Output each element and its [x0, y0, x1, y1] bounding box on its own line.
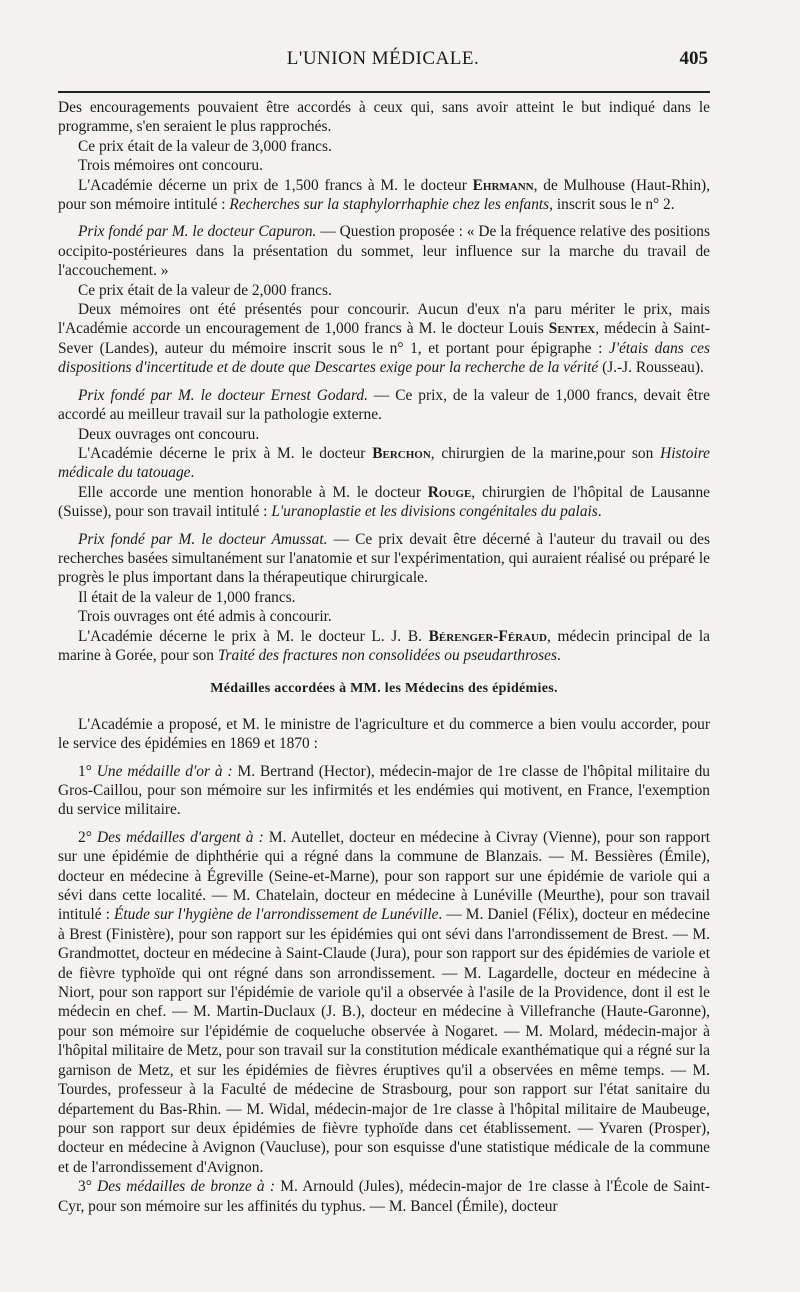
text-run: .: [190, 464, 195, 482]
name-small-caps: Berchon: [372, 444, 431, 462]
text-run: (J.-J. Rousseau).: [598, 359, 704, 377]
text-run: L'Académie décerne un prix de 1,500 francs à M. le docteur: [78, 176, 473, 194]
text-run: Elle accorde une mention honorable à M. le docteur: [78, 483, 428, 501]
paragraph: Trois ouvrages ont été admis à concourir.: [78, 608, 332, 626]
paragraph: Deux ouvrages ont concouru.: [78, 425, 260, 443]
text-run: , de Mulhouse (Haut-Rhin), pour son mémoire intitulé :: [58, 176, 710, 214]
paragraph: [58, 627, 710, 666]
text-run: 2°: [78, 828, 97, 846]
paragraph: [58, 386, 710, 425]
italic-text: Étude sur l'hygiène de l'arrondissement de Lunéville: [114, 906, 439, 924]
italic-text: Des médailles de bronze à :: [97, 1178, 275, 1196]
italic-text: Une médaille d'or à :: [96, 762, 233, 780]
text-run: — Ce prix, de la valeur de 1,000 francs, devait être accordé au meilleur travail sur la pathologie externe.: [58, 386, 710, 424]
paragraph: [58, 300, 710, 378]
text-run: Deux mémoires ont été présentés pour concourir. Aucun d'eux n'a paru mériter le prix, mais l'Académie accorde un encouragement de 1,000 francs à M. le docteur Louis: [58, 301, 710, 338]
header-rule: [58, 91, 710, 93]
paragraph: Il était de la valeur de 1,000 francs.: [78, 588, 296, 606]
body-text: [58, 98, 710, 1216]
running-title: L'UNION MÉDICALE.: [286, 48, 480, 69]
name-small-caps: Bérenger-Féraud: [428, 627, 547, 645]
paragraph: Ce prix était de la valeur de 3,000 francs.: [78, 137, 332, 155]
text-run: — Question proposée : « De la fréquence relative des positions occipito-postérieures dans la présentation du sommet, leur influence sur la marche du travail de l'accouchement. »: [58, 223, 710, 280]
paragraph: [58, 1177, 710, 1216]
paragraph: [58, 176, 710, 215]
italic-text: L'uranoplastie et les divisions congénitales du palais: [271, 503, 598, 521]
text-run: , médecin à Saint-Sever (Landes), auteur du mémoire inscrit sous le n° 1, et portant pour épigraphe :: [58, 320, 710, 357]
text-run: M. Bertrand (Hector), médecin-major de 1re classe de l'hôpital militaire du Gros-Caillou, pour son mémoire sur les infirmités et les endémies qui motivent, en France, l'exemption du service militaire.: [58, 762, 710, 819]
name-small-caps: Rouge: [427, 483, 472, 501]
text-run: .: [557, 646, 561, 664]
name-small-caps: Sentex: [548, 320, 596, 338]
paragraph: [58, 828, 710, 1177]
italic-text: Prix fondé par M. le docteur Capuron.: [78, 223, 317, 241]
paragraph: [58, 530, 710, 588]
paragraph: Ce prix était de la valeur de 2,000 francs.: [78, 281, 332, 299]
text-run: L'Académie décerne le prix à M. le docteur: [78, 444, 373, 462]
text-run: M. Autellet, docteur en médecine à Civray (Vienne), pour son rapport sur une épidémie de diphthérie qui a régné dans la commune de Blanzais. — M. Bessières (Émile), docteur en médecine à Égreville (Seine-et-Marne), pour son rapport sur une épidémie de variole qui a sévi dans cette localité. — M. Chatelain, docteur en médecine à Lunéville (Meurthe), pour son travail intitulé :: [58, 828, 710, 924]
text-run: , chirurgien de l'hôpital de Lausanne (Suisse), pour son travail intitulé :: [58, 483, 710, 521]
paragraph: [58, 222, 710, 280]
text-run: M. Arnould (Jules), médecin-major de 1re classe à l'École de Saint-Cyr, pour son mémoire sur les affinités du typhus. — M. Bancel (Émile), docteur: [58, 1178, 710, 1215]
text-run: .: [597, 503, 602, 521]
italic-text: Des médailles d'argent à :: [96, 828, 264, 846]
page-number: 405: [679, 48, 708, 69]
italic-text: Traité des fractures non consolidées ou pseudarthroses: [217, 646, 557, 664]
italic-text: J'étais dans ces dispositions d'incertitude et de doute que Descartes exige pour la recherche de la vérité: [58, 339, 710, 377]
text-run: L'Académie décerne le prix à M. le docteur L. J. B.: [78, 627, 429, 645]
italic-text: Prix fondé par M. le docteur Ernest Godard.: [78, 386, 368, 404]
paragraph: [58, 483, 710, 522]
paragraph: [58, 444, 710, 483]
page-header: [58, 46, 708, 74]
text-run: — Ce prix devait être décerné à l'auteur du travail ou des recherches basées simultanément sur l'anatomie et sur l'expérimentation, qui auraient réalisé ou préparé le progrès le plus important dans la thérapeutique chirurgicale.: [58, 530, 710, 587]
text-run: , chirurgien de la marine,pour son: [430, 444, 661, 462]
italic-text: Prix fondé par M. le docteur Amussat.: [78, 530, 328, 548]
section-heading: Médailles accordées à MM. les Médecins des épidémies.: [210, 681, 558, 697]
italic-text: Histoire médicale du tatouage: [58, 444, 710, 482]
italic-text: Recherches sur la staphylorrhaphie chez les enfants: [229, 196, 550, 214]
paragraph: Des encouragements pouvaient être accordés à ceux qui, sans avoir atteint le but indiqué dans le programme, s'en seraient le plus rapprochés.: [58, 99, 710, 136]
paragraph: L'Académie a proposé, et M. le ministre de l'agriculture et du commerce a bien voulu accorder, pour le service des épidémies en 1869 et 1870 :: [58, 715, 710, 753]
text-run: , médecin principal de la marine à Gorée, pour son: [58, 627, 710, 664]
paragraph: [58, 762, 710, 820]
text-run: 1°: [78, 762, 97, 780]
text-run: 3°: [78, 1178, 98, 1196]
name-small-caps: Ehrmann: [472, 176, 534, 194]
text-run: , inscrit sous le n° 2.: [549, 196, 675, 214]
paragraph: Trois mémoires ont concouru.: [78, 157, 263, 175]
text-run: . — M. Daniel (Félix), docteur en médecine à Brest (Finistère), pour son rapport sur les épidémies qui ont sévi dans l'arrondissement de Brest. — M. Grandmottet, docteur en médecine à Saint-Claude (Jura), pour son rapport sur des épidémies de variole et de fièvre typhoïde qui ont régné dans son arrondissement. — M. Lagardelle, docteur en médecine à Niort, pour son rapport sur l'épidémie de variole qu'il a observée à l'asile de la Providence, dont il est le médecin en chef. — M. Martin-Duclaux (J. B.), docteur en médecine à Villefranche (Haute-Garonne), pour son mémoire sur l'épidémie de coqueluche observée à Nogaret. — M. Molard, médecin-major à l'hôpital militaire de Metz, pour son travail sur la constitution médicale exanthématique qui a régné sur la garnison de Metz, et sur les épidémies de fièvres éruptives qu'il a observées en même temps. — M. Tourdes, professeur à la Faculté de médecine de Strasbourg, pour son rapport sur l'état sanitaire du département du Bas-Rhin. — M. Widal, médecin-major de 1re classe à l'hôpital militaire de Maubeuge, pour son rapport sur deux épidémies de fièvre typhoïde dans cet établissement. — Yvaren (Prosper), docteur en médecine à Avignon (Vaucluse), pour son esquisse d'une statistique médicale de la commune et de l'arrondissement d'Avignon.: [58, 906, 710, 1176]
